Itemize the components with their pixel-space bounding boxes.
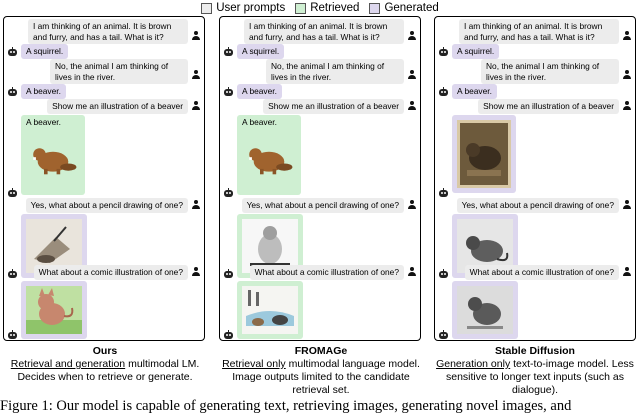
caption-stable-diffusion (430, 345, 640, 397)
user-prompt-2: No, the animal I am thinking of lives in the river. (50, 59, 188, 84)
user-icon (408, 267, 416, 276)
panel-stable-diffusion (434, 16, 636, 341)
legend-retrieved-swatch (295, 3, 306, 14)
response-beaver-label: A beaver. (26, 117, 61, 127)
generated-comic-image-frame (452, 281, 518, 339)
caption-sd-underlined: Generation only (436, 358, 511, 370)
caption-fromage-title: FROMAGe (294, 345, 348, 357)
user-icon (623, 267, 631, 276)
user-prompt-3: Show me an illustration of a beaver (263, 99, 404, 114)
user-prompt-4: Yes, what about a pencil drawing of one? (26, 198, 188, 213)
bot-icon (439, 330, 448, 339)
legend-user-swatch (201, 3, 212, 14)
user-prompt-5: What about a comic illustration of one? (34, 265, 188, 280)
bot-icon (8, 47, 17, 56)
bot-icon (224, 87, 233, 96)
caption-fromage-underlined: Retrieval only (222, 358, 286, 370)
user-icon (192, 31, 200, 40)
response-beaver: A beaver. (237, 84, 282, 99)
user-prompt-4: Yes, what about a pencil drawing of one? (457, 198, 619, 213)
panel-fromage (219, 16, 421, 341)
user-prompt-3: Show me an illustration of a beaver (47, 99, 188, 114)
bot-icon (224, 269, 233, 278)
user-prompt-1: I am thinking of an animal. It is brown and furry, and has a tail. What is it? (459, 19, 619, 44)
bot-icon (439, 87, 448, 96)
response-squirrel: A squirrel. (21, 44, 68, 59)
generated-comic-image-frame (21, 281, 87, 339)
bot-icon (439, 47, 448, 56)
user-prompt-4: Yes, what about a pencil drawing of one? (242, 198, 404, 213)
bot-icon (439, 269, 448, 278)
panel-ours (3, 16, 205, 341)
caption-ours (0, 345, 210, 384)
caption-ours-underlined: Retrieval and generation (10, 358, 126, 370)
user-icon (623, 70, 631, 79)
comic-illustration-image (26, 286, 82, 334)
bot-icon (439, 188, 448, 197)
retrieved-comic-image-frame (237, 281, 303, 339)
beaver-painting-image (457, 120, 511, 188)
bot-icon (224, 188, 233, 197)
response-squirrel: A squirrel. (237, 44, 284, 59)
legend-generated-swatch (369, 3, 380, 14)
beaver-cartoon-image (26, 134, 80, 184)
user-icon (408, 31, 416, 40)
caption-ours-title: Ours (92, 345, 118, 357)
bot-icon (224, 47, 233, 56)
bot-icon (8, 87, 17, 96)
user-icon (623, 101, 631, 110)
generated-beaver-image-frame (452, 115, 516, 193)
comic-beaver-image (457, 286, 513, 334)
user-prompt-5: What about a comic illustration of one? (465, 265, 619, 280)
response-squirrel: A squirrel. (452, 44, 499, 59)
retrieved-beaver-block (237, 115, 301, 195)
beaver-cartoon-image (242, 134, 296, 184)
caption-fromage (216, 345, 426, 397)
legend-retrieved-label: Retrieved (310, 2, 360, 14)
user-prompt-1: I am thinking of an animal. It is brown and furry, and has a tail. What is it? (244, 19, 404, 44)
user-icon (408, 200, 416, 209)
user-icon (408, 70, 416, 79)
legend (0, 1, 640, 15)
user-prompt-1: I am thinking of an animal. It is brown and furry, and has a tail. What is it? (28, 19, 188, 44)
bot-icon (8, 188, 17, 197)
user-prompt-5: What about a comic illustration of one? (250, 265, 404, 280)
caption-sd-text: text-to-image model. Less sensitive to longer text inputs (such as dialogue). (445, 358, 634, 396)
user-icon (623, 200, 631, 209)
response-beaver-label: A beaver. (242, 117, 277, 127)
user-icon (408, 101, 416, 110)
user-prompt-2: No, the animal I am thinking of lives in the river. (481, 59, 619, 84)
caption-ours-text: multimodal LM. Decides when to retrieve or generate. (17, 358, 200, 383)
legend-retrieved (295, 2, 359, 14)
bot-icon (224, 330, 233, 339)
user-icon (192, 70, 200, 79)
legend-user-label: User prompts (216, 2, 286, 14)
legend-generated-label: Generated (384, 2, 439, 14)
figure-caption: Figure 1: Our model is capable of generating text, retrieving images, generating novel images, and (0, 398, 572, 414)
retrieved-beaver-block (21, 115, 85, 195)
legend-generated (369, 2, 438, 14)
user-icon (623, 31, 631, 40)
bot-icon (8, 269, 17, 278)
bot-icon (8, 330, 17, 339)
response-beaver: A beaver. (452, 84, 497, 99)
legend-user (201, 2, 285, 14)
comic-beaver-image (242, 286, 298, 334)
user-icon (192, 267, 200, 276)
caption-sd-title: Stable Diffusion (495, 345, 575, 357)
user-prompt-3: Show me an illustration of a beaver (478, 99, 619, 114)
caption-fromage-text: multimodal language model. Image outputs limited to the candidate retrieval set. (232, 358, 420, 396)
user-prompt-2: No, the animal I am thinking of lives in the river. (266, 59, 404, 84)
user-icon (192, 101, 200, 110)
user-icon (192, 200, 200, 209)
response-beaver: A beaver. (21, 84, 66, 99)
